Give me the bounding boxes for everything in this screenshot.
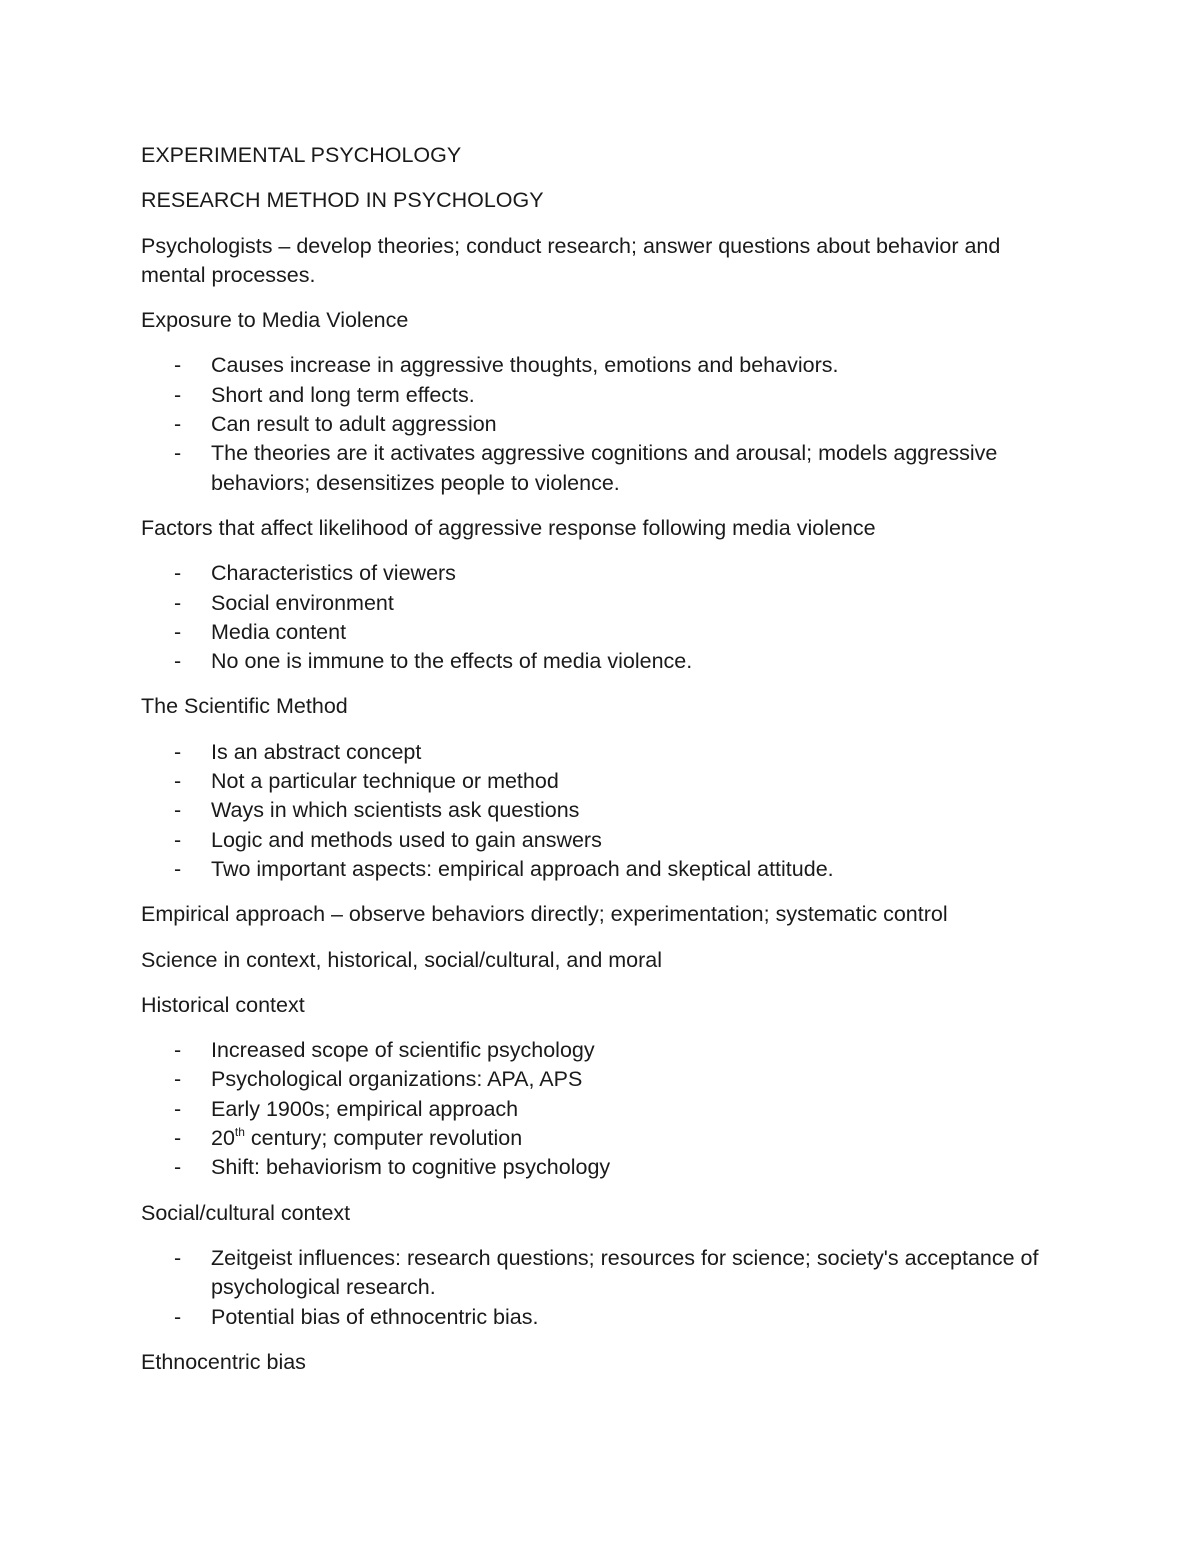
factors-list bbox=[141, 559, 1061, 676]
list-item-text: Characteristics of viewers bbox=[211, 561, 456, 586]
list-item-text: Two important aspects: empirical approach and skeptical attitude. bbox=[211, 856, 834, 881]
list-item bbox=[141, 1244, 1061, 1303]
document-title: EXPERIMENTAL PSYCHOLOGY bbox=[141, 143, 462, 167]
list-item bbox=[141, 767, 1061, 796]
list-item-text: Increased scope of scientific psychology bbox=[211, 1038, 595, 1063]
list-item bbox=[141, 1153, 1061, 1182]
list-item-text: Short and long term effects. bbox=[211, 382, 475, 407]
list-item bbox=[141, 738, 1061, 767]
social-cultural-list bbox=[141, 1244, 1061, 1332]
dash-bullet: - bbox=[174, 561, 182, 586]
list-item bbox=[141, 1095, 1061, 1124]
list-item bbox=[141, 1065, 1061, 1094]
section-heading-media-violence: Exposure to Media Violence bbox=[141, 308, 409, 333]
dash-bullet: - bbox=[174, 1067, 182, 1092]
section-heading-historical-context: Historical context bbox=[141, 992, 305, 1017]
section-heading-social-cultural-context: Social/cultural context bbox=[141, 1200, 351, 1225]
list-item bbox=[141, 381, 1061, 410]
list-item bbox=[141, 410, 1061, 439]
section-heading-factors: Factors that affect likelihood of aggressive response following media violence bbox=[141, 515, 876, 540]
list-item-text: Social environment bbox=[211, 590, 394, 615]
list-item-text: Is an abstract concept bbox=[211, 739, 422, 764]
list-item-text: The theories are it activates aggressive cognitions and arousal; models aggressive behaviors; desensitizes people to violence. bbox=[211, 441, 998, 495]
list-item-text: Not a particular technique or method bbox=[211, 769, 559, 794]
list-item-text: Media content bbox=[211, 619, 347, 644]
list-item bbox=[141, 559, 1061, 588]
list-item-text: Potential bias of ethnocentric bias. bbox=[211, 1304, 539, 1329]
dash-bullet: - bbox=[174, 739, 182, 764]
intro-paragraph: Psychologists – develop theories; conduct research; answer questions about behavior and mental processes. bbox=[141, 233, 1001, 287]
list-item bbox=[141, 439, 1061, 498]
ordinal-suffix: th bbox=[234, 1125, 245, 1140]
list-item-text: No one is immune to the effects of media violence. bbox=[211, 649, 693, 674]
media-violence-list bbox=[141, 351, 1061, 497]
list-item-text: Zeitgeist influences: research questions; resources for science; society's acceptance of psychological research. bbox=[211, 1245, 1039, 1300]
dash-bullet: - bbox=[174, 441, 182, 466]
list-item bbox=[141, 618, 1061, 647]
dash-bullet: - bbox=[174, 382, 182, 407]
list-item-text: Psychological organizations: APA, APS bbox=[211, 1067, 583, 1092]
document-page bbox=[141, 141, 1061, 1393]
list-item-text: Shift: behaviorism to cognitive psychology bbox=[211, 1155, 611, 1180]
list-item bbox=[141, 647, 1061, 676]
dash-bullet: - bbox=[174, 649, 182, 674]
dash-bullet: - bbox=[174, 1304, 182, 1329]
dash-bullet: - bbox=[174, 1096, 182, 1121]
section-heading-scientific-method: The Scientific Method bbox=[141, 694, 348, 719]
dash-bullet: - bbox=[174, 769, 182, 794]
century-number: 20 bbox=[211, 1126, 235, 1151]
list-item bbox=[141, 796, 1061, 825]
dash-bullet: - bbox=[174, 590, 182, 615]
list-item bbox=[141, 589, 1061, 618]
dash-bullet: - bbox=[174, 412, 182, 437]
century-rest: century; computer revolution bbox=[244, 1126, 523, 1151]
list-item-text bbox=[211, 1126, 522, 1150]
dash-bullet: - bbox=[174, 1126, 182, 1151]
list-item-text: Ways in which scientists ask questions bbox=[211, 798, 580, 823]
list-item bbox=[141, 855, 1061, 884]
list-item bbox=[141, 1036, 1061, 1065]
document-subtitle: RESEARCH METHOD IN PSYCHOLOGY bbox=[141, 188, 544, 213]
list-item-text: Can result to adult aggression bbox=[211, 412, 497, 437]
dash-bullet: - bbox=[174, 827, 182, 852]
list-item bbox=[141, 1124, 1061, 1153]
dash-bullet: - bbox=[174, 798, 182, 823]
list-item-text: Logic and methods used to gain answers bbox=[211, 827, 602, 852]
dash-bullet: - bbox=[174, 1038, 182, 1063]
section-heading-ethnocentric-bias: Ethnocentric bias bbox=[141, 1349, 306, 1374]
list-item bbox=[141, 1303, 1061, 1332]
historical-context-list bbox=[141, 1036, 1061, 1182]
list-item bbox=[141, 351, 1061, 380]
dash-bullet: - bbox=[174, 1155, 182, 1180]
list-item bbox=[141, 826, 1061, 855]
list-item-text: Causes increase in aggressive thoughts, emotions and behaviors. bbox=[211, 353, 839, 378]
dash-bullet: - bbox=[174, 619, 182, 644]
science-in-context-paragraph: Science in context, historical, social/cultural, and moral bbox=[141, 947, 663, 972]
dash-bullet: - bbox=[174, 1245, 182, 1270]
dash-bullet: - bbox=[174, 353, 182, 378]
dash-bullet: - bbox=[174, 856, 182, 881]
scientific-method-list bbox=[141, 738, 1061, 884]
list-item-text: Early 1900s; empirical approach bbox=[211, 1096, 519, 1121]
empirical-approach-paragraph: Empirical approach – observe behaviors directly; experimentation; systematic control bbox=[141, 902, 948, 927]
